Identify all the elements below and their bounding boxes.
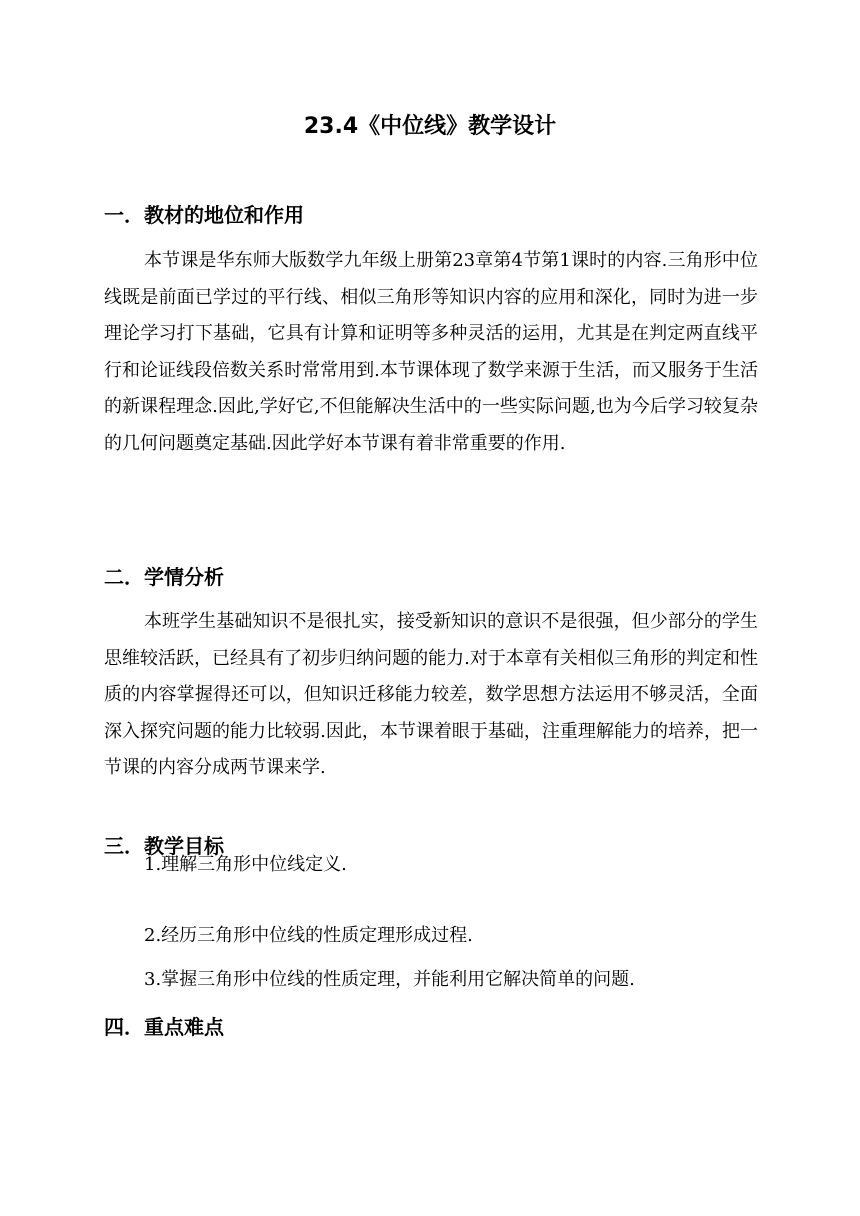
section-paragraph-textbook-role: 本节课是华东师大版数学九年级上册第23章第4节第1课时的内容.三角形中位线既是前面已学过的平行线、相似三角形等知识内容的应用和深化，同时为进一步理论学习打下基础，它具有计算和证明等多种灵活的运用，尤其是在判定两直线平行和论证线段倍数关系时常常用到.本节课体现了数学来源于生活，而又服务于生活的新课程理念.因此,学好它,不但能解决生活中的一些实际问题,也为今后学习较复杂的几何问题奠定基础.因此学好本节课有着非常重要的作用.: [104, 250, 758, 454]
goal-item: 1.理解三角形中位线定义.: [144, 854, 347, 875]
document-title: 23.4《中位线》教学设计: [303, 114, 557, 139]
section-heading-teaching-goals: 三．教学目标: [104, 834, 224, 858]
goal-item: 2.经历三角形中位线的性质定理形成过程.: [144, 925, 473, 946]
goal-item: 3.掌握三角形中位线的性质定理，并能利用它解决简单的问题.: [144, 969, 635, 990]
section-heading-textbook-role: 一．教材的地位和作用: [104, 203, 304, 227]
section-paragraph-student-analysis: 本班学生基础知识不是很扎实，接受新知识的意识不是很强，但少部分的学生思维较活跃，已经具有了初步归纳问题的能力.对于本章有关相似三角形的判定和性质的内容掌握得还可以，但知识迁移能力较差，数学思想方法运用不够灵活，全面深入探究问题的能力比较弱.因此，本节课着眼于基础，注重理解能力的培养，把一节课的内容分成两节课来学.: [104, 611, 758, 778]
section-heading-student-analysis: 二．学情分析: [104, 565, 224, 589]
section-heading-key-difficulties: 四．重点难点: [104, 1015, 224, 1039]
